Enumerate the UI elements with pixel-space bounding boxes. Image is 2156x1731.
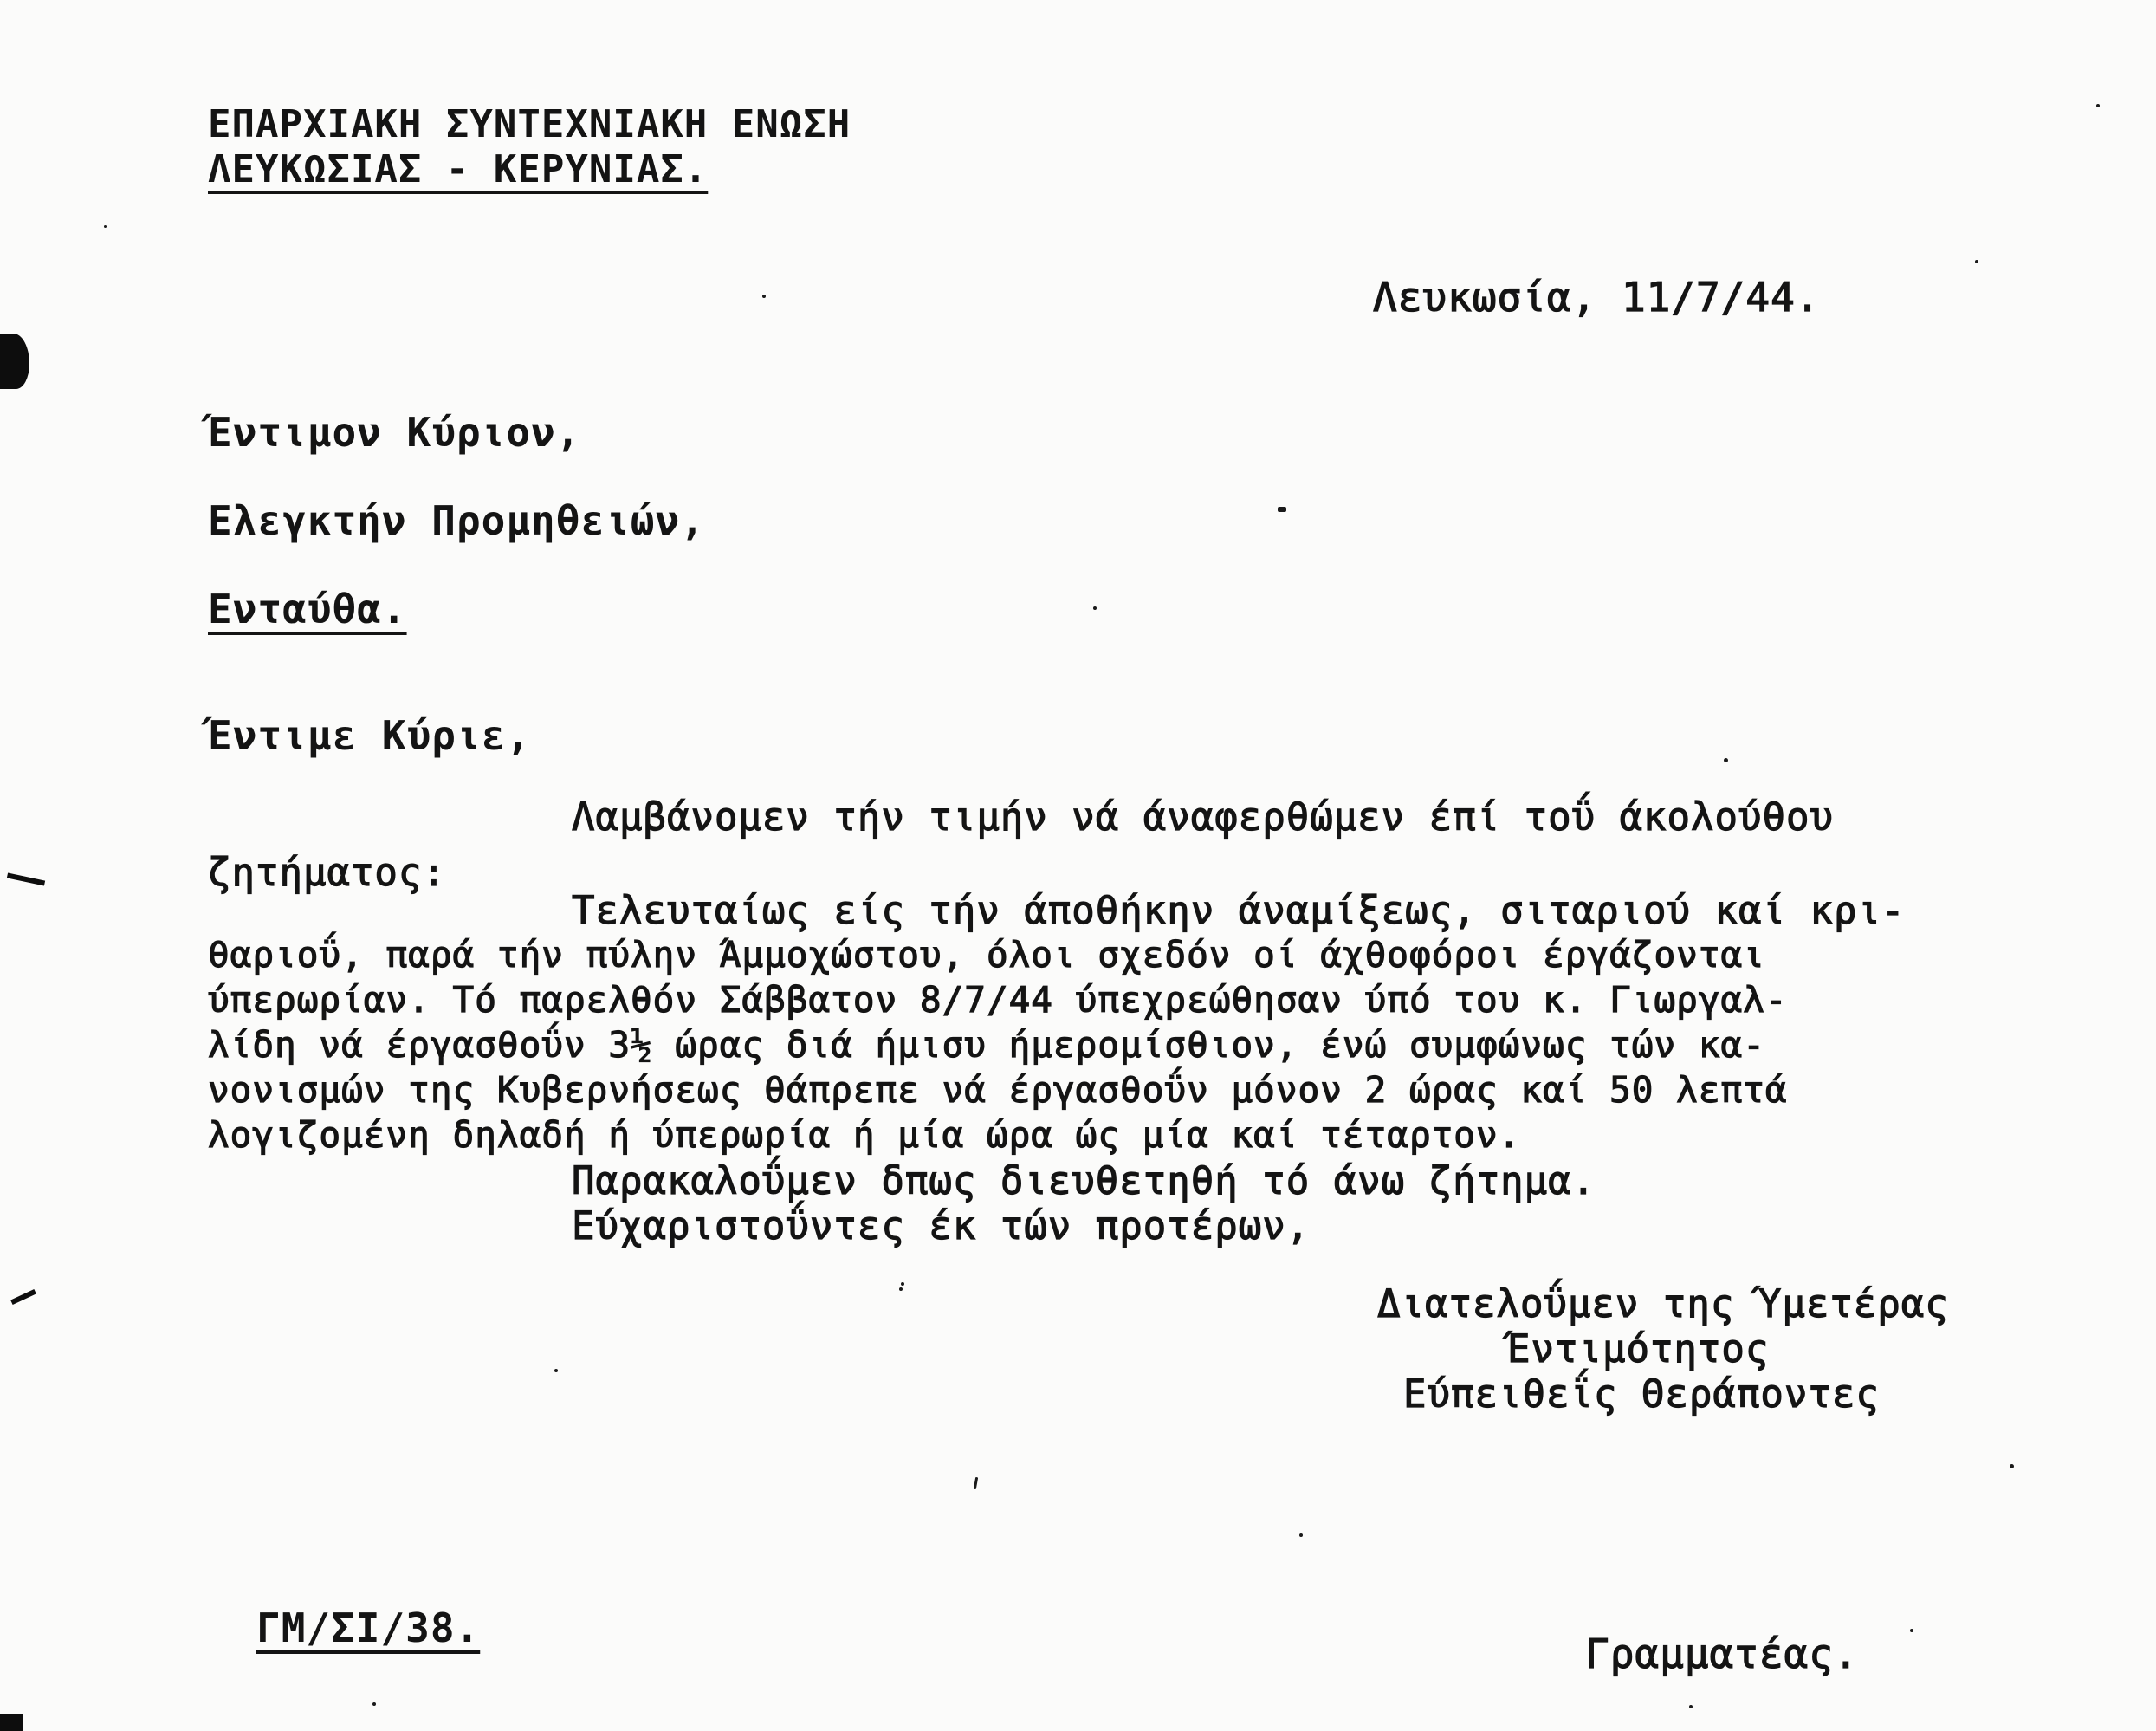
body-intro-line-1: Λαμβάνομεν τήν τιμήν νά άναφερθώμεν έπί τοΰ άκολούθου <box>572 795 1834 840</box>
scan-speck <box>1724 758 1728 762</box>
salutation: Έντιμε Κύριε, <box>208 712 532 759</box>
signoff-line-2: Έντιμότητος <box>1507 1327 1770 1371</box>
scan-speck <box>2096 104 2100 107</box>
body-paragraph-line-3: ύπερωρίαν. Τό παρελθόν Σάββατον 8/7/44 ύπεχρεώθησαν ύπό του κ. Γιωργαλ- <box>208 979 1788 1021</box>
scan-speck <box>372 1702 376 1706</box>
body-paragraph-line-6: λογιζομένη δηλαδή ή ύπερωρία ή μία ώρα ώς μία καί τέταρτον. <box>208 1114 1521 1156</box>
body-paragraph-line-1: Τελευταίως είς τήν άποθήκην άναμίξεως, σιταριού καί κρι- <box>572 889 1906 933</box>
letterhead-line-1: ΕΠΑΡΧΙΑΚΗ ΣΥΝΤΕΧΝΙΑΚΗ ΕΝΩΣΗ <box>208 102 851 146</box>
scan-speck <box>104 225 107 228</box>
letterhead-line-2: ΛΕΥΚΩΣΙΑΣ - ΚΕΡΥΝΙΑΣ. <box>208 147 709 191</box>
edge-mark-left-1 <box>7 872 45 885</box>
scan-speck <box>2010 1464 2014 1468</box>
signoff-line-1: Διατελοΰμεν της Ύμετέρας <box>1377 1282 1949 1326</box>
edge-blot-top <box>0 334 29 389</box>
body-intro-line-2: ζητήματος: <box>208 851 446 895</box>
edge-blot-bottom <box>0 1714 23 1731</box>
closing-line-2: Εύχαριστοΰντες έκ τών προτέρων, <box>572 1204 1311 1248</box>
addressee-line-1: Έντιμον Κύριον, <box>208 409 581 456</box>
scan-speck <box>1093 606 1097 610</box>
scan-speck <box>1910 1629 1913 1632</box>
scan-speck <box>974 1477 978 1489</box>
scan-speck <box>1278 507 1286 512</box>
date-line: Λευκωσία, 11/7/44. <box>1373 274 1821 321</box>
body-paragraph-line-5: νονισμών της Κυβερνήσεως θάπρεπε νά έργασθοΰν μόνον 2 ώρας καί 50 λεπτά <box>208 1069 1788 1111</box>
signoff-line-3: Εύπειθεΐς Θεράποντες <box>1403 1372 1880 1417</box>
scan-speck <box>1975 260 1978 263</box>
closing-line-1: Παρακαλοΰμεν δπως διευθετηθή τό άνω ζήτημα. <box>572 1159 1596 1203</box>
edge-mark-left-2 <box>10 1289 36 1305</box>
body-paragraph-line-4: λίδη νά έργασθοΰν 3½ ώρας διά ήμισυ ήμερομίσθιον, ένώ συμφώνως τών κα- <box>208 1024 1765 1066</box>
scan-speck <box>554 1369 558 1372</box>
scan-speck <box>1299 1533 1303 1537</box>
scan-speck <box>762 295 766 298</box>
body-paragraph-line-2: θαριοΰ, παρά τήν πύλην Άμμοχώστου, όλοι σχεδόν οί άχθοφόροι έργάζονται <box>208 934 1765 976</box>
scan-speck <box>899 1287 903 1291</box>
signatory-title: Γραμματέας. <box>1585 1631 1859 1677</box>
addressee-line-3: Ενταύθα. <box>208 586 407 632</box>
scan-speck <box>1689 1705 1693 1708</box>
reference-number: ΓΜ/ΣΙ/38. <box>256 1605 481 1651</box>
addressee-line-2: Ελεγκτήν Προμηθειών, <box>208 497 705 544</box>
scan-speck <box>901 1282 904 1286</box>
